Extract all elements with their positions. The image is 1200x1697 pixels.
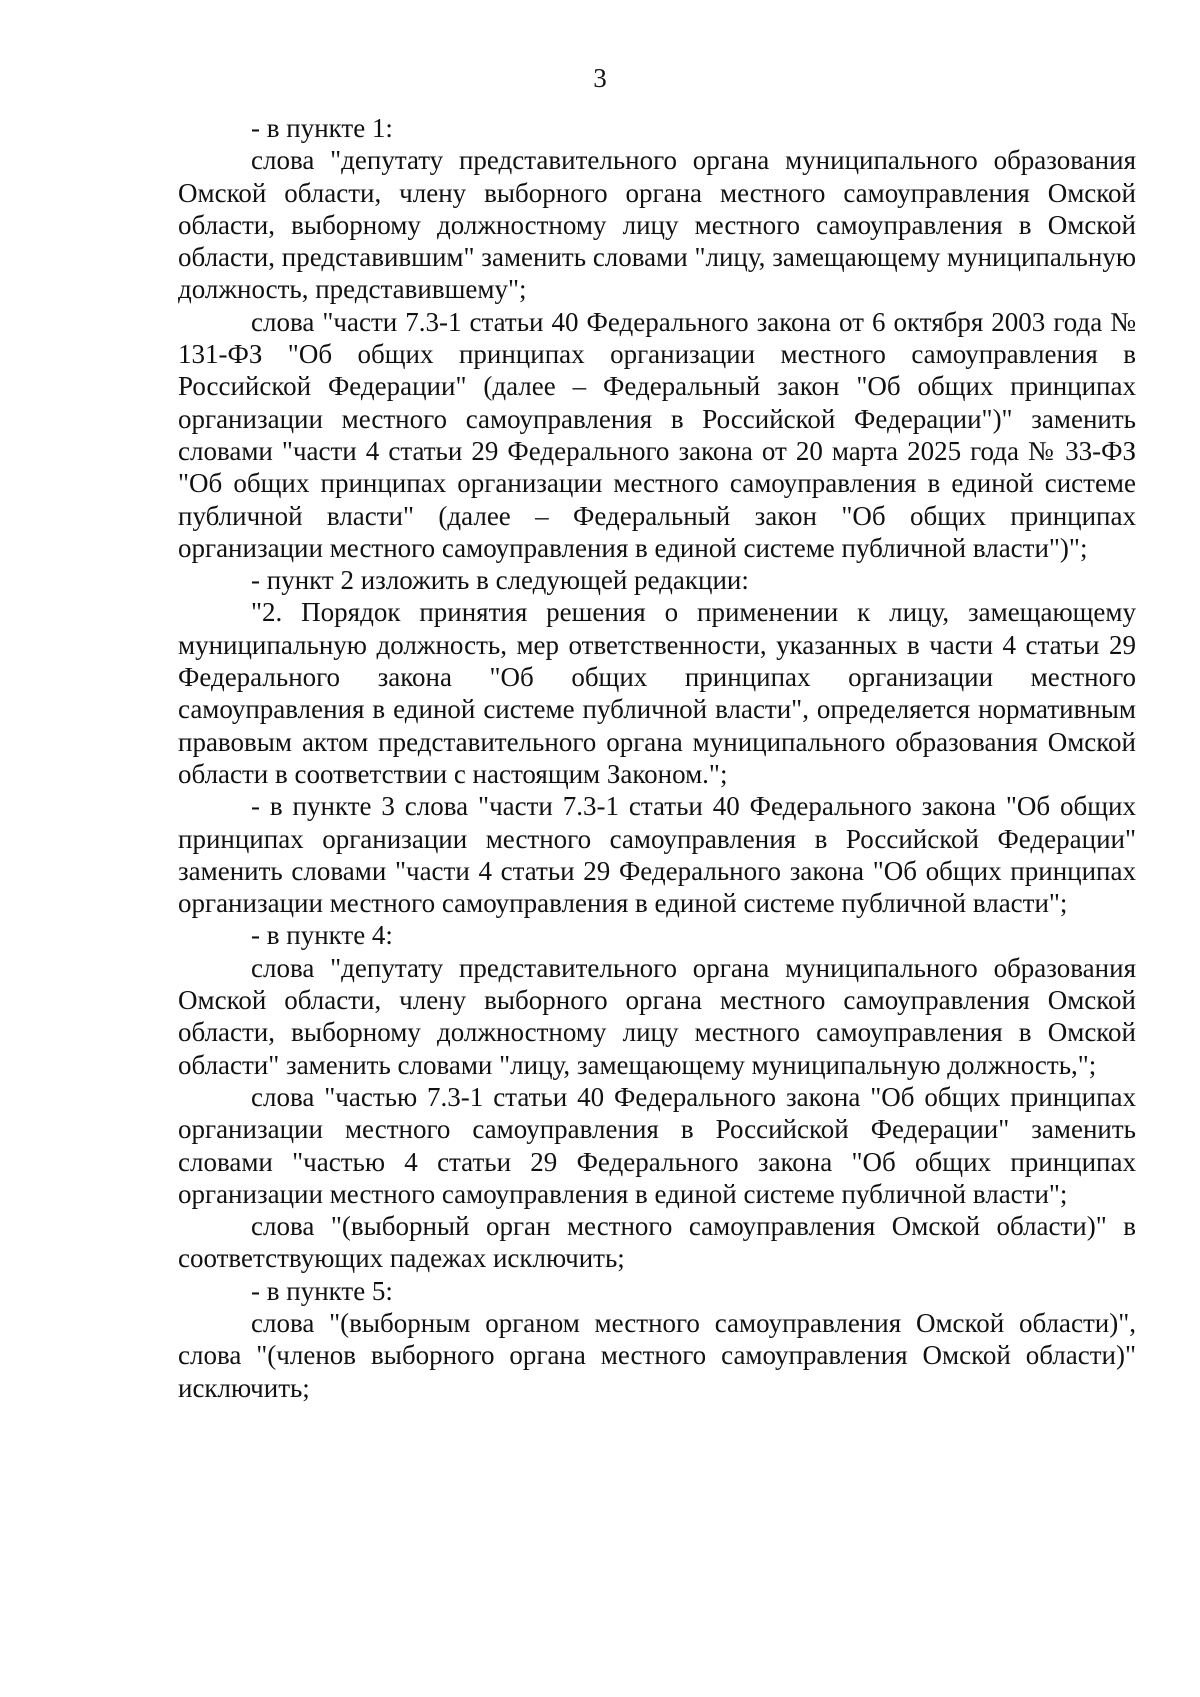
paragraph: "2. Порядок принятия решения о применении к лицу, замещающему муниципальную должность, мер ответственности, указанных в части 4 статьи 29 Федерального закона "Об общих принципах организации местного самоуправления в единой системе публичной власти", определяется нормативным правовым актом представительного органа муниципального образования Омской области в соответствии с настоящим Законом."; (178, 597, 1136, 789)
paragraph: слова "депутату представительного органа муниципального образования Омской области, члену выборного органа местного самоуправления Омской области, выборному должностному лицу местного самоуправления в Омской области" заменить словами "лицу, замещающему муниципальную должность,"; (178, 952, 1136, 1080)
paragraph: - в пункте 3 слова "части 7.3-1 статьи 40 Федерального закона "Об общих принципах организации местного самоуправления в Российской Федерации" заменить словами "части 4 статьи 29 Федерального закона "Об общих принципах организации местного самоуправления в единой системе публичной власти"; (178, 791, 1136, 919)
paragraph: слова "частью 7.3-1 статьи 40 Федерального закона "Об общих принципах организации местного самоуправления в Российской Федерации" заменить словами "частью 4 статьи 29 Федерального закона "Об общих принципах организации местного самоуправления в единой системе публичной власти"; (178, 1081, 1136, 1209)
page-number: 3 (593, 63, 607, 93)
document-body (178, 112, 1136, 1404)
paragraph: слова "части 7.3-1 статьи 40 Федерального закона от 6 октября 2003 года № 131-ФЗ "Об общих принципах организации местного самоуправления в Российской Федерации" (далее – Федеральный закон "Об общих принципах организации местного самоуправления в Российской Федерации")" заменить словами "части 4 статьи 29 Федерального закона от 20 марта 2025 года № 33-ФЗ "Об общих принципах организации местного самоуправления в единой системе публичной власти" (далее – Федеральный закон "Об общих принципах организации местного самоуправления в единой системе публичной власти")"; (178, 306, 1136, 563)
paragraph: - в пункте 4: (251, 920, 393, 951)
paragraph: слова "(выборный орган местного самоуправления Омской области)" в соответствующих падежах исключить; (178, 1211, 1136, 1274)
paragraph: слова "(выборным органом местного самоуправления Омской области)", слова "(членов выборного органа местного самоуправления Омской области)" исключить; (178, 1307, 1136, 1403)
paragraph: - в пункте 1: (251, 113, 393, 143)
paragraph: - в пункте 5: (251, 1275, 393, 1306)
paragraph: слова "депутату представительного органа муниципального образования Омской области, члену выборного органа местного самоуправления Омской области, выборному должностному лицу местного самоуправления в Омской области, представившим" заменить словами "лицу, замещающему муниципальную должность, представившему"; (178, 145, 1136, 305)
paragraph: - пункт 2 изложить в следующей редакции: (251, 565, 749, 596)
